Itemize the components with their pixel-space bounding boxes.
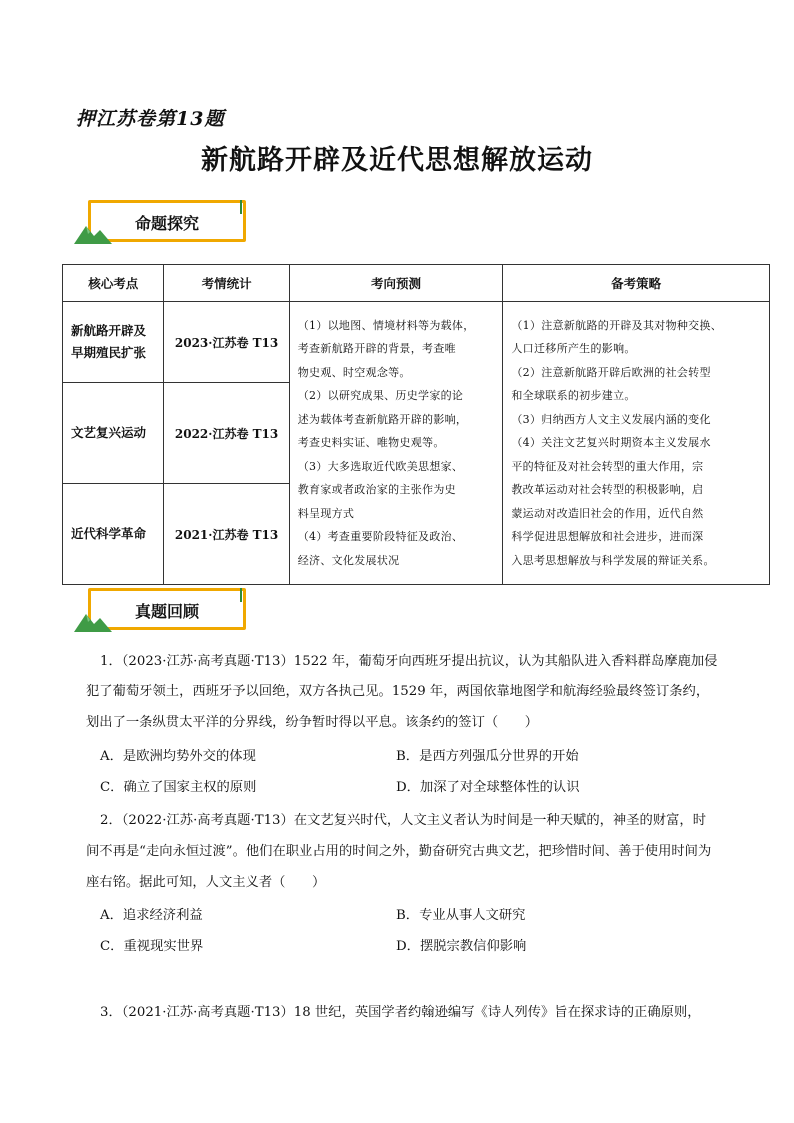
prediction-line: 述为载体考查新航路开辟的影响， bbox=[297, 412, 468, 426]
section-header-label: 真题回顾 bbox=[134, 602, 199, 621]
question-2-line: 座右铭。据此可知，人文主义者（ ） bbox=[86, 875, 326, 890]
core-topic-line: 新航路开辟及 bbox=[71, 323, 147, 338]
strategy-line: 入思考思想解放与科学发展的辩证关系。 bbox=[511, 553, 715, 567]
strategy-line: （4）关注文艺复兴时期资本主义发展水 bbox=[511, 436, 711, 450]
question-1-option-d[interactable]: D．加深了对全球整体性的认识 bbox=[396, 780, 580, 795]
section-header-real bbox=[78, 584, 248, 632]
prediction-line: 教育家或者政治家的主张作为史 bbox=[297, 483, 456, 497]
strategy-line: 教改革运动对社会转型的积极影响，启 bbox=[511, 483, 704, 497]
prediction-line: 料呈现方式 bbox=[297, 506, 355, 520]
core-topic-cell bbox=[63, 383, 164, 484]
strategy-line: 和全球联系的初步建立。 bbox=[511, 389, 636, 403]
prediction-line: 经济、文化发展状况 bbox=[297, 553, 400, 567]
probe-table bbox=[62, 264, 770, 585]
strategy-line: （2）注意新航路开辟后欧洲的社会转型 bbox=[511, 365, 711, 379]
prediction-line: （4）考查重要阶段特征及政治、 bbox=[297, 530, 464, 544]
core-topic-cell bbox=[63, 302, 164, 383]
accent-tick-icon bbox=[240, 588, 242, 602]
question-1-option-c[interactable]: C．确立了国家主权的原则 bbox=[100, 780, 257, 795]
strategy-line: 平的特征及对社会转型的重大作用，宗 bbox=[511, 459, 704, 473]
question-1-option-a[interactable]: A．是欧洲均势外交的体现 bbox=[100, 749, 256, 764]
page-title: 新航路开辟及近代思想解放运动 bbox=[201, 145, 593, 176]
core-topic-line: 早期殖民扩张 bbox=[71, 345, 147, 360]
mountain-icon bbox=[74, 222, 114, 244]
question-1-option-b[interactable]: B．是西方列强瓜分世界的开始 bbox=[396, 749, 579, 764]
question-1-line: 1．（2023·江苏·高考真题·T13）1522 年，葡萄牙向西班牙提出抗议，认为其船队进入香料群岛摩鹿加侵 bbox=[100, 654, 718, 669]
table-header-cell: 核心考点 bbox=[63, 265, 164, 302]
question-2-option-a[interactable]: A．追求经济利益 bbox=[100, 908, 203, 923]
core-topic-line: 文艺复兴运动 bbox=[71, 425, 147, 440]
strategy-line: 人口迁移所产生的影响。 bbox=[511, 342, 636, 356]
mountain-icon bbox=[74, 610, 114, 632]
exam-label: 押江苏卷第13题 bbox=[76, 108, 225, 130]
section-header-probe bbox=[78, 196, 248, 244]
core-topic-line: 近代科学革命 bbox=[71, 526, 147, 541]
prediction-line: 考查史料实证、唯物史观等。 bbox=[297, 436, 445, 450]
strategy-line: （3）归纳西方人文主义发展内涵的变化 bbox=[511, 412, 711, 426]
accent-tick-icon bbox=[240, 200, 242, 214]
prediction-line: 物史观、时空观念等。 bbox=[297, 365, 411, 379]
table-row bbox=[63, 302, 770, 383]
table-header-cell: 备考策略 bbox=[503, 265, 770, 302]
table-header-cell: 考情统计 bbox=[164, 265, 289, 302]
strategy-line: （1）注意新航路的开辟及其对物种交换、 bbox=[511, 318, 723, 332]
strategy-line: 蒙运动对改造旧社会的作用，近代自然 bbox=[511, 506, 704, 520]
core-topic-cell bbox=[63, 484, 164, 585]
question-2-line: 2．（2022·江苏·高考真题·T13）在文艺复兴时代，人文主义者认为时间是一种天赋的，神圣的财富，时 bbox=[100, 813, 706, 828]
exam-stat-cell: 2021·江苏卷 T13 bbox=[164, 484, 289, 585]
question-3-line: 3．（2021·江苏·高考真题·T13）18 世纪，英国学者约翰逊编写《诗人列传》旨在探求诗的正确原则， bbox=[100, 1005, 701, 1020]
strategy-cell bbox=[503, 302, 770, 585]
question-2-option-c[interactable]: C．重视现实世界 bbox=[100, 939, 204, 954]
question-1-line: 划出了一条纵贯太平洋的分界线，纷争暂时得以平息。该条约的签订（ ） bbox=[86, 715, 539, 730]
question-2-option-d[interactable]: D．摆脱宗教信仰影响 bbox=[396, 939, 527, 954]
exam-stat-cell: 2023·江苏卷 T13 bbox=[164, 302, 289, 383]
table-header-row bbox=[63, 265, 770, 302]
exam-stat-cell: 2022·江苏卷 T13 bbox=[164, 383, 289, 484]
prediction-line: 考查新航路开辟的背景，考查唯 bbox=[297, 342, 456, 356]
section-header-label: 命题探究 bbox=[134, 214, 199, 233]
prediction-line: （3）大多选取近代欧美思想家、 bbox=[297, 459, 464, 473]
prediction-line: （2）以研究成果、历史学家的论 bbox=[297, 389, 464, 403]
table-header-cell: 考向预测 bbox=[289, 265, 503, 302]
question-2-line: 间不再是“走向永恒过渡”。他们在职业占用的时间之外，勤奋研究古典文艺，把珍惜时间、善于使用时间为 bbox=[86, 844, 712, 859]
strategy-line: 科学促进思想解放和社会进步，进而深 bbox=[511, 530, 704, 544]
question-1-line: 犯了葡萄牙领土，西班牙予以回绝，双方各执己见。1529 年，两国依靠地图学和航海经验最终签订条约， bbox=[86, 684, 710, 699]
prediction-cell bbox=[289, 302, 503, 585]
prediction-line: （1）以地图、情境材料等为载体， bbox=[297, 318, 475, 332]
question-2-option-b[interactable]: B．专业从事人文研究 bbox=[396, 908, 526, 923]
